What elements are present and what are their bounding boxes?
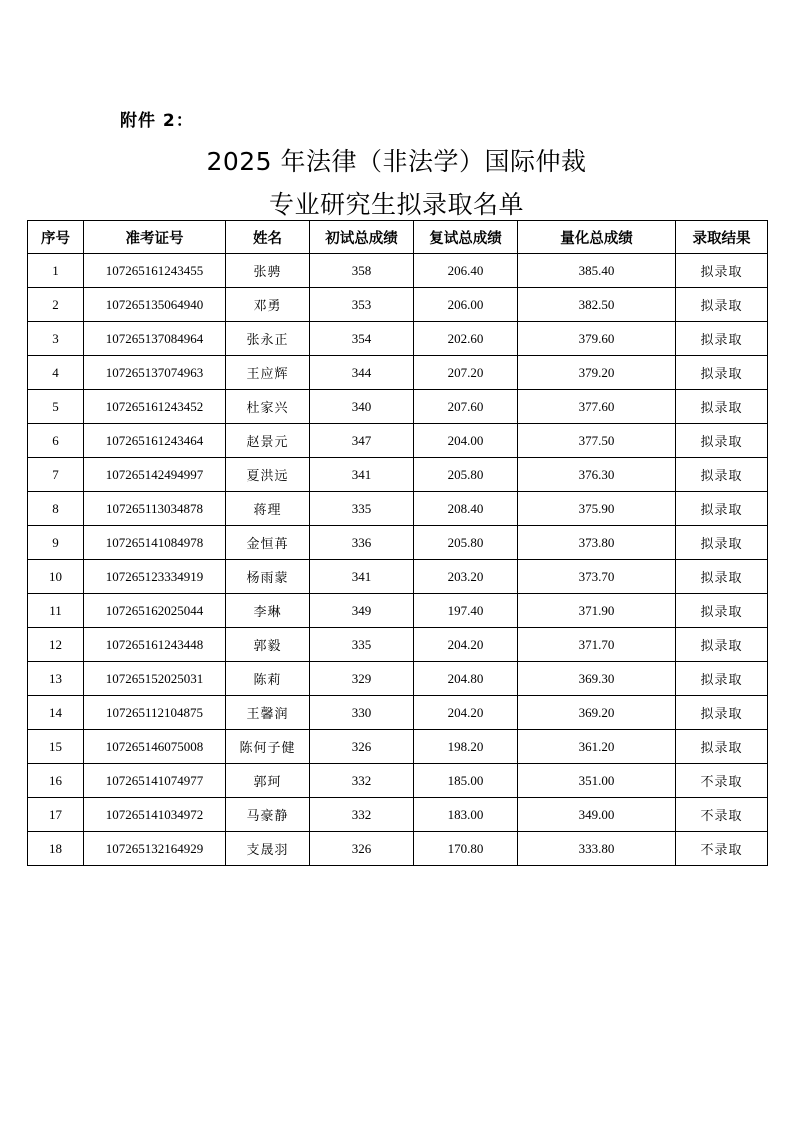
cell-retest-score: 198.20 bbox=[414, 730, 518, 764]
cell-name: 杨雨蒙 bbox=[226, 560, 310, 594]
cell-seq: 3 bbox=[28, 322, 84, 356]
cell-initial-score: 341 bbox=[310, 458, 414, 492]
cell-retest-score: 204.80 bbox=[414, 662, 518, 696]
cell-name: 张骋 bbox=[226, 254, 310, 288]
cell-result: 拟录取 bbox=[676, 662, 768, 696]
cell-quantified-score: 379.20 bbox=[518, 356, 676, 390]
cell-exam-id: 107265161243448 bbox=[84, 628, 226, 662]
cell-quantified-score: 349.00 bbox=[518, 798, 676, 832]
header-name: 姓名 bbox=[226, 221, 310, 254]
table-row bbox=[28, 560, 768, 594]
cell-name: 支晟羽 bbox=[226, 832, 310, 866]
cell-name: 陈莉 bbox=[226, 662, 310, 696]
table-row bbox=[28, 458, 768, 492]
table-row bbox=[28, 628, 768, 662]
cell-exam-id: 107265142494997 bbox=[84, 458, 226, 492]
cell-exam-id: 107265112104875 bbox=[84, 696, 226, 730]
cell-initial-score: 344 bbox=[310, 356, 414, 390]
cell-result: 拟录取 bbox=[676, 288, 768, 322]
cell-retest-score: 183.00 bbox=[414, 798, 518, 832]
cell-quantified-score: 369.30 bbox=[518, 662, 676, 696]
cell-result: 拟录取 bbox=[676, 696, 768, 730]
table-row bbox=[28, 390, 768, 424]
table-row bbox=[28, 288, 768, 322]
cell-seq: 15 bbox=[28, 730, 84, 764]
cell-retest-score: 206.00 bbox=[414, 288, 518, 322]
cell-result: 拟录取 bbox=[676, 458, 768, 492]
cell-seq: 11 bbox=[28, 594, 84, 628]
cell-exam-id: 107265162025044 bbox=[84, 594, 226, 628]
document-title-line-1: 2025 年法律（非法学）国际仲裁 bbox=[206, 147, 587, 176]
cell-seq: 9 bbox=[28, 526, 84, 560]
cell-exam-id: 107265123334919 bbox=[84, 560, 226, 594]
cell-quantified-score: 373.70 bbox=[518, 560, 676, 594]
header-quantified-score: 量化总成绩 bbox=[518, 221, 676, 254]
cell-initial-score: 354 bbox=[310, 322, 414, 356]
cell-result: 拟录取 bbox=[676, 560, 768, 594]
cell-seq: 6 bbox=[28, 424, 84, 458]
cell-exam-id: 107265152025031 bbox=[84, 662, 226, 696]
cell-retest-score: 197.40 bbox=[414, 594, 518, 628]
cell-name: 马豪静 bbox=[226, 798, 310, 832]
cell-initial-score: 329 bbox=[310, 662, 414, 696]
table-row bbox=[28, 798, 768, 832]
cell-retest-score: 207.60 bbox=[414, 390, 518, 424]
cell-initial-score: 335 bbox=[310, 492, 414, 526]
cell-exam-id: 107265113034878 bbox=[84, 492, 226, 526]
table-row bbox=[28, 356, 768, 390]
cell-exam-id: 107265161243452 bbox=[84, 390, 226, 424]
admission-list-table bbox=[27, 220, 768, 866]
header-exam-id: 准考证号 bbox=[84, 221, 226, 254]
table-row bbox=[28, 424, 768, 458]
cell-initial-score: 326 bbox=[310, 832, 414, 866]
cell-name: 杜家兴 bbox=[226, 390, 310, 424]
table-row bbox=[28, 764, 768, 798]
cell-seq: 17 bbox=[28, 798, 84, 832]
table-row bbox=[28, 254, 768, 288]
header-initial-score: 初试总成绩 bbox=[310, 221, 414, 254]
cell-result: 拟录取 bbox=[676, 390, 768, 424]
cell-initial-score: 340 bbox=[310, 390, 414, 424]
cell-quantified-score: 371.90 bbox=[518, 594, 676, 628]
cell-name: 张永正 bbox=[226, 322, 310, 356]
cell-seq: 16 bbox=[28, 764, 84, 798]
cell-name: 蒋理 bbox=[226, 492, 310, 526]
cell-seq: 2 bbox=[28, 288, 84, 322]
cell-result: 拟录取 bbox=[676, 254, 768, 288]
cell-seq: 14 bbox=[28, 696, 84, 730]
cell-initial-score: 336 bbox=[310, 526, 414, 560]
cell-initial-score: 349 bbox=[310, 594, 414, 628]
cell-retest-score: 170.80 bbox=[414, 832, 518, 866]
cell-exam-id: 107265137084964 bbox=[84, 322, 226, 356]
attachment-label: 附件 2： bbox=[120, 111, 194, 131]
cell-retest-score: 205.80 bbox=[414, 526, 518, 560]
cell-seq: 7 bbox=[28, 458, 84, 492]
cell-exam-id: 107265141074977 bbox=[84, 764, 226, 798]
cell-name: 李琳 bbox=[226, 594, 310, 628]
cell-exam-id: 107265141034972 bbox=[84, 798, 226, 832]
cell-initial-score: 330 bbox=[310, 696, 414, 730]
cell-result: 拟录取 bbox=[676, 730, 768, 764]
cell-seq: 10 bbox=[28, 560, 84, 594]
cell-name: 郭毅 bbox=[226, 628, 310, 662]
cell-result: 不录取 bbox=[676, 798, 768, 832]
cell-exam-id: 107265132164929 bbox=[84, 832, 226, 866]
cell-retest-score: 206.40 bbox=[414, 254, 518, 288]
cell-name: 王应辉 bbox=[226, 356, 310, 390]
cell-seq: 4 bbox=[28, 356, 84, 390]
cell-result: 拟录取 bbox=[676, 356, 768, 390]
cell-quantified-score: 369.20 bbox=[518, 696, 676, 730]
cell-seq: 13 bbox=[28, 662, 84, 696]
cell-result: 拟录取 bbox=[676, 628, 768, 662]
cell-quantified-score: 377.50 bbox=[518, 424, 676, 458]
cell-initial-score: 347 bbox=[310, 424, 414, 458]
cell-name: 陈何子健 bbox=[226, 730, 310, 764]
cell-initial-score: 326 bbox=[310, 730, 414, 764]
cell-name: 赵景元 bbox=[226, 424, 310, 458]
cell-quantified-score: 377.60 bbox=[518, 390, 676, 424]
table-row bbox=[28, 322, 768, 356]
cell-seq: 18 bbox=[28, 832, 84, 866]
cell-retest-score: 207.20 bbox=[414, 356, 518, 390]
cell-quantified-score: 375.90 bbox=[518, 492, 676, 526]
cell-initial-score: 335 bbox=[310, 628, 414, 662]
cell-seq: 5 bbox=[28, 390, 84, 424]
header-retest-score: 复试总成绩 bbox=[414, 221, 518, 254]
cell-seq: 12 bbox=[28, 628, 84, 662]
cell-result: 拟录取 bbox=[676, 424, 768, 458]
cell-seq: 8 bbox=[28, 492, 84, 526]
cell-retest-score: 204.20 bbox=[414, 628, 518, 662]
cell-retest-score: 205.80 bbox=[414, 458, 518, 492]
cell-initial-score: 332 bbox=[310, 798, 414, 832]
cell-exam-id: 107265135064940 bbox=[84, 288, 226, 322]
cell-name: 夏洪远 bbox=[226, 458, 310, 492]
cell-result: 拟录取 bbox=[676, 492, 768, 526]
header-seq: 序号 bbox=[28, 221, 84, 254]
document-title-line-2: 专业研究生拟录取名单 bbox=[268, 190, 524, 219]
cell-retest-score: 208.40 bbox=[414, 492, 518, 526]
table-row bbox=[28, 662, 768, 696]
cell-exam-id: 107265141084978 bbox=[84, 526, 226, 560]
table-header-row bbox=[28, 221, 768, 254]
table-row bbox=[28, 594, 768, 628]
cell-name: 王馨润 bbox=[226, 696, 310, 730]
cell-quantified-score: 333.80 bbox=[518, 832, 676, 866]
cell-exam-id: 107265161243455 bbox=[84, 254, 226, 288]
cell-name: 郭珂 bbox=[226, 764, 310, 798]
cell-retest-score: 204.20 bbox=[414, 696, 518, 730]
cell-quantified-score: 361.20 bbox=[518, 730, 676, 764]
cell-name: 邓勇 bbox=[226, 288, 310, 322]
cell-retest-score: 204.00 bbox=[414, 424, 518, 458]
cell-initial-score: 358 bbox=[310, 254, 414, 288]
cell-exam-id: 107265161243464 bbox=[84, 424, 226, 458]
table-row bbox=[28, 696, 768, 730]
cell-result: 拟录取 bbox=[676, 322, 768, 356]
header-result: 录取结果 bbox=[676, 221, 768, 254]
cell-quantified-score: 373.80 bbox=[518, 526, 676, 560]
cell-result: 拟录取 bbox=[676, 594, 768, 628]
cell-seq: 1 bbox=[28, 254, 84, 288]
cell-retest-score: 202.60 bbox=[414, 322, 518, 356]
cell-quantified-score: 379.60 bbox=[518, 322, 676, 356]
table-row bbox=[28, 492, 768, 526]
cell-result: 拟录取 bbox=[676, 526, 768, 560]
cell-quantified-score: 351.00 bbox=[518, 764, 676, 798]
cell-quantified-score: 385.40 bbox=[518, 254, 676, 288]
cell-exam-id: 107265137074963 bbox=[84, 356, 226, 390]
cell-quantified-score: 376.30 bbox=[518, 458, 676, 492]
table-row bbox=[28, 832, 768, 866]
cell-initial-score: 341 bbox=[310, 560, 414, 594]
cell-quantified-score: 371.70 bbox=[518, 628, 676, 662]
cell-exam-id: 107265146075008 bbox=[84, 730, 226, 764]
cell-result: 不录取 bbox=[676, 832, 768, 866]
cell-initial-score: 332 bbox=[310, 764, 414, 798]
cell-initial-score: 353 bbox=[310, 288, 414, 322]
cell-quantified-score: 382.50 bbox=[518, 288, 676, 322]
cell-retest-score: 203.20 bbox=[414, 560, 518, 594]
cell-result: 不录取 bbox=[676, 764, 768, 798]
cell-retest-score: 185.00 bbox=[414, 764, 518, 798]
cell-name: 金恒苒 bbox=[226, 526, 310, 560]
table-row bbox=[28, 526, 768, 560]
table-row bbox=[28, 730, 768, 764]
